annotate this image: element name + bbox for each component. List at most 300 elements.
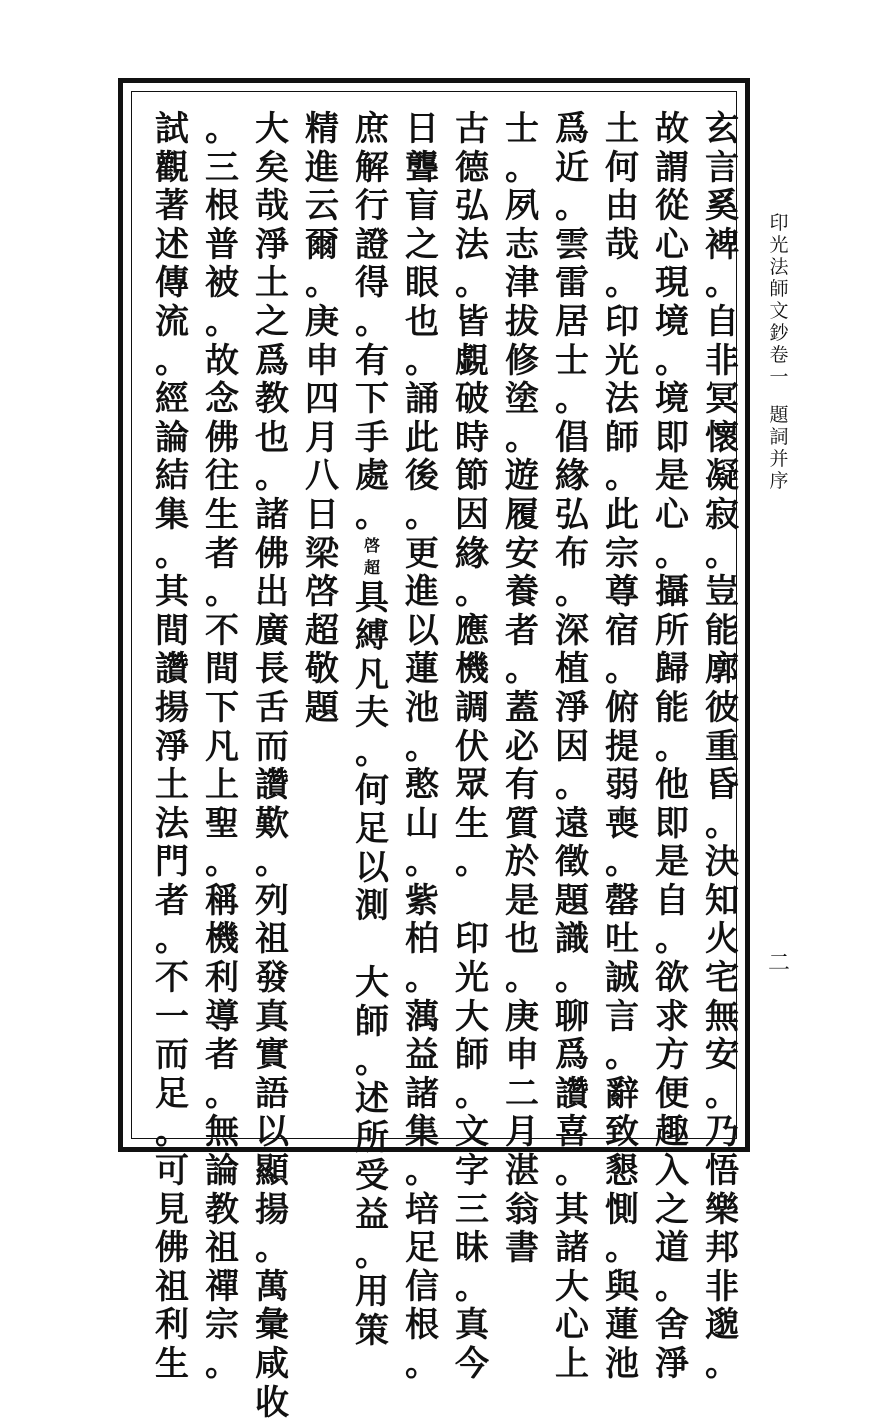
character: 卷 <box>769 344 789 366</box>
character: 以 <box>355 847 389 888</box>
character: 之 <box>405 224 439 265</box>
character: 廣 <box>255 610 289 651</box>
character: 致 <box>605 1112 639 1153</box>
character: 懷 <box>705 417 739 458</box>
character: 辭 <box>605 1073 639 1114</box>
character: 一 <box>155 996 189 1037</box>
character: 因 <box>455 494 489 535</box>
character: 裨 <box>705 224 739 265</box>
character: 無 <box>705 996 739 1037</box>
character: 喪 <box>605 803 639 844</box>
character: 生 <box>155 1344 189 1384</box>
character: 古 <box>455 109 489 149</box>
character: 。 <box>605 263 639 304</box>
character: 光 <box>769 234 789 256</box>
character: 故 <box>655 109 689 149</box>
character: 詞 <box>769 426 789 448</box>
character: 利 <box>155 1305 189 1346</box>
character: 山 <box>405 803 439 844</box>
character: 時 <box>455 417 489 458</box>
character: 申 <box>305 340 339 381</box>
character: 調 <box>455 687 489 728</box>
character: 。 <box>405 958 439 999</box>
text-column <box>700 110 744 1384</box>
character: 機 <box>455 649 489 690</box>
character: 佛 <box>255 533 289 574</box>
character: 淨 <box>555 687 589 728</box>
character: 吐 <box>605 919 639 960</box>
character: 序 <box>769 470 789 492</box>
character: 祖 <box>155 1266 189 1307</box>
character: 。 <box>555 379 589 420</box>
character: 歸 <box>655 649 689 690</box>
character: 必 <box>505 726 539 767</box>
character: 伏 <box>455 726 489 767</box>
text-column <box>500 110 544 1268</box>
character: 今 <box>455 1344 489 1384</box>
character: 弱 <box>605 765 639 806</box>
character: 。 <box>705 1073 739 1114</box>
character: 佛 <box>205 417 239 458</box>
character: 提 <box>605 726 639 767</box>
page-number-text <box>764 952 794 976</box>
character: 。 <box>505 958 539 999</box>
character: 淨 <box>255 224 289 265</box>
character: 池 <box>605 1344 639 1384</box>
character: 緣 <box>455 533 489 574</box>
character: 道 <box>655 1228 689 1269</box>
character: 。 <box>205 842 239 883</box>
character: 土 <box>255 263 289 304</box>
character: 云 <box>305 186 339 227</box>
column-segment <box>350 110 394 535</box>
character: 具 <box>355 577 389 618</box>
character: 讚 <box>155 649 189 690</box>
character: 印 <box>455 919 489 960</box>
character: 萬 <box>255 1266 289 1307</box>
character: 所 <box>655 610 689 651</box>
character: 結 <box>155 456 189 497</box>
character: 蕅 <box>405 996 439 1037</box>
character: 得 <box>355 263 389 304</box>
character: 下 <box>355 379 389 420</box>
character: 真 <box>255 996 289 1037</box>
character: 。 <box>555 572 589 613</box>
character: 傳 <box>155 263 189 304</box>
character: 述 <box>355 1079 389 1120</box>
character: 八 <box>305 456 339 497</box>
character: 敬 <box>305 649 339 690</box>
character: 可 <box>155 1151 189 1192</box>
character: 。 <box>205 1344 239 1384</box>
character: 歎 <box>255 803 289 844</box>
character: 其 <box>555 1189 589 1230</box>
character: 。 <box>205 1073 239 1114</box>
character: 。 <box>605 456 639 497</box>
character: 。 <box>505 649 539 690</box>
character: 紫 <box>405 880 439 921</box>
text-column <box>450 110 494 1384</box>
character: 雲 <box>555 224 589 265</box>
column-segment <box>350 964 394 1350</box>
character: 。 <box>455 1266 489 1307</box>
character: 念 <box>205 379 239 420</box>
character: 出 <box>255 572 289 613</box>
character: 喜 <box>555 1112 589 1153</box>
character: 二 <box>767 951 790 976</box>
character: 手 <box>355 417 389 458</box>
character: 邦 <box>705 1228 739 1269</box>
character: 舍 <box>655 1305 689 1346</box>
page-number <box>764 952 794 976</box>
character: 。 <box>155 533 189 574</box>
character: 修 <box>505 340 539 381</box>
character: 因 <box>555 726 589 767</box>
character: 語 <box>255 1073 289 1114</box>
character: 。 <box>205 572 239 613</box>
character: 觀 <box>155 147 189 188</box>
character: 哉 <box>255 186 289 227</box>
character: 進 <box>405 572 439 613</box>
character: 自 <box>655 880 689 921</box>
character: 識 <box>555 919 589 960</box>
character: 。 <box>705 1344 739 1384</box>
character: 教 <box>255 379 289 420</box>
character: 題 <box>555 880 589 921</box>
character: 破 <box>455 379 489 420</box>
character: 爲 <box>555 1035 589 1076</box>
character: 凡 <box>205 726 239 767</box>
character: 倡 <box>555 417 589 458</box>
column-segment <box>450 110 494 882</box>
character: 也 <box>405 301 439 342</box>
character: 誠 <box>605 958 639 999</box>
character: 信 <box>405 1266 439 1307</box>
character: 述 <box>155 224 189 265</box>
character: 淨 <box>655 1344 689 1384</box>
character: 質 <box>505 803 539 844</box>
character: 士 <box>505 109 539 149</box>
character: 咸 <box>255 1344 289 1384</box>
character: 非 <box>705 340 739 381</box>
character: 能 <box>705 610 739 651</box>
character: 蓮 <box>405 649 439 690</box>
column-segment <box>150 110 194 1384</box>
character: 。 <box>155 919 189 960</box>
character: 法 <box>455 224 489 265</box>
character: 。 <box>655 340 689 381</box>
character: 鈔 <box>769 322 789 344</box>
column-segment <box>350 579 394 926</box>
character: 文 <box>769 300 789 322</box>
column-segment <box>200 110 244 1384</box>
column-segment <box>500 110 544 1268</box>
character: 。 <box>505 147 539 188</box>
character: 發 <box>255 958 289 999</box>
character: 。 <box>655 533 689 574</box>
column-segment <box>250 110 294 1422</box>
text-column <box>350 110 394 1350</box>
character: 。 <box>705 533 739 574</box>
character: 以 <box>255 1112 289 1153</box>
character: 門 <box>155 842 189 883</box>
character: 爲 <box>255 340 289 381</box>
character: 安 <box>705 1035 739 1076</box>
character: 非 <box>705 1266 739 1307</box>
character: 證 <box>355 224 389 265</box>
character: 被 <box>205 263 239 304</box>
character: 處 <box>355 456 389 497</box>
character: 現 <box>655 263 689 304</box>
character: 教 <box>205 1189 239 1230</box>
character: 師 <box>605 417 639 458</box>
character: 何 <box>605 147 639 188</box>
character: 玄 <box>705 109 739 149</box>
character: 布 <box>555 533 589 574</box>
character: 徵 <box>555 842 589 883</box>
character: 重 <box>705 726 739 767</box>
character: 大 <box>255 109 289 149</box>
character: 諸 <box>405 1073 439 1114</box>
character: 懇 <box>605 1151 639 1192</box>
character: 。 <box>705 263 739 304</box>
character: 精 <box>305 109 339 149</box>
character: 光 <box>605 340 639 381</box>
character: 上 <box>555 1344 589 1384</box>
character: 之 <box>255 301 289 342</box>
character: 行 <box>355 186 389 227</box>
character: 禪 <box>205 1266 239 1307</box>
character: 申 <box>505 1035 539 1076</box>
character: 讚 <box>255 765 289 806</box>
character: 。 <box>155 1112 189 1153</box>
character: 而 <box>155 1035 189 1076</box>
character: 培 <box>405 1189 439 1230</box>
character: 。 <box>405 726 439 767</box>
character: 題 <box>769 404 789 426</box>
character: 弘 <box>555 494 589 535</box>
character: 近 <box>555 147 589 188</box>
character: 津 <box>505 263 539 304</box>
character: 進 <box>305 147 339 188</box>
text-column <box>400 110 444 1384</box>
author-name-small <box>350 535 394 579</box>
character: 德 <box>455 147 489 188</box>
character: 。 <box>555 765 589 806</box>
character: 也 <box>255 417 289 458</box>
character: 哉 <box>605 224 639 265</box>
character: 攝 <box>655 572 689 613</box>
character: 淨 <box>155 726 189 767</box>
character: 凝 <box>705 456 739 497</box>
character: 。 <box>355 1233 389 1274</box>
character: 凡 <box>355 654 389 695</box>
character: 。 <box>555 958 589 999</box>
character: 冥 <box>705 379 739 420</box>
character: 謂 <box>655 147 689 188</box>
character: 。 <box>155 340 189 381</box>
character <box>450 882 494 921</box>
character: 宗 <box>205 1305 239 1346</box>
character: 弘 <box>455 186 489 227</box>
character: 蓮 <box>605 1305 639 1346</box>
character <box>350 926 394 965</box>
character: 導 <box>205 996 239 1037</box>
character: 決 <box>705 842 739 883</box>
character: 法 <box>155 803 189 844</box>
character: 昧 <box>455 1228 489 1269</box>
character: 流 <box>155 301 189 342</box>
character: 植 <box>555 649 589 690</box>
character: 。 <box>405 1344 439 1384</box>
character: 往 <box>205 456 239 497</box>
character: 生 <box>455 803 489 844</box>
character: 以 <box>405 610 439 651</box>
character: 一 <box>769 366 789 388</box>
character: 夙 <box>505 186 539 227</box>
character: 揚 <box>155 687 189 728</box>
character: 庚 <box>305 301 339 342</box>
character: 。 <box>605 1228 639 1269</box>
character: 火 <box>705 919 739 960</box>
character: 。 <box>455 263 489 304</box>
character: 。 <box>455 842 489 883</box>
character: 眼 <box>405 263 439 304</box>
character: 見 <box>155 1189 189 1230</box>
character: 。 <box>655 1266 689 1307</box>
text-column <box>150 110 194 1384</box>
character: 。 <box>205 109 239 149</box>
character: 。 <box>555 1151 589 1192</box>
character: 足 <box>405 1228 439 1269</box>
character: 益 <box>405 1035 439 1076</box>
character: 入 <box>655 1151 689 1192</box>
character: 。 <box>505 417 539 458</box>
character: 與 <box>605 1266 639 1307</box>
character: 其 <box>155 572 189 613</box>
character: 境 <box>655 379 689 420</box>
character: 拔 <box>505 301 539 342</box>
character: 。 <box>405 1151 439 1192</box>
character: 宅 <box>705 958 739 999</box>
character: 試 <box>155 109 189 149</box>
character: 即 <box>655 803 689 844</box>
character: 縛 <box>355 616 389 657</box>
character: 印 <box>605 301 639 342</box>
character: 著 <box>155 186 189 227</box>
character: 惻 <box>605 1189 639 1230</box>
character: 悟 <box>705 1151 739 1192</box>
character: 字 <box>455 1151 489 1192</box>
character: 志 <box>505 224 539 265</box>
character: 昏 <box>705 765 739 806</box>
character: 諸 <box>555 1228 589 1269</box>
character: 而 <box>255 726 289 767</box>
character: 皆 <box>455 301 489 342</box>
character: 尊 <box>605 572 639 613</box>
character: 也 <box>505 919 539 960</box>
character: 祖 <box>255 919 289 960</box>
character: 。 <box>605 649 639 690</box>
character: 。 <box>255 456 289 497</box>
character: 眾 <box>455 765 489 806</box>
character: 日 <box>305 494 339 535</box>
character: 樂 <box>705 1189 739 1230</box>
character: 普 <box>205 224 239 265</box>
character: 彼 <box>705 687 739 728</box>
character: 豈 <box>705 572 739 613</box>
section-title <box>764 404 794 492</box>
character: 深 <box>555 610 589 651</box>
character: 諸 <box>255 494 289 535</box>
character: 大 <box>555 1266 589 1307</box>
character: 更 <box>405 533 439 574</box>
character: 測 <box>355 886 389 927</box>
character: 論 <box>155 417 189 458</box>
character: 。 <box>655 919 689 960</box>
character: 并 <box>769 448 789 470</box>
character: 師 <box>455 1035 489 1076</box>
character: 啓 <box>363 535 380 555</box>
character: 不 <box>205 610 239 651</box>
character: 俯 <box>605 687 639 728</box>
column-segment <box>650 110 694 1384</box>
character: 。 <box>355 1040 389 1081</box>
character: 生 <box>205 494 239 535</box>
character: 從 <box>655 186 689 227</box>
character: 土 <box>605 109 639 149</box>
character: 真 <box>455 1305 489 1346</box>
character: 策 <box>355 1310 389 1351</box>
character: 下 <box>205 687 239 728</box>
text-column <box>250 110 294 1422</box>
character: 。 <box>355 301 389 342</box>
text-column <box>650 110 694 1384</box>
character: 四 <box>305 379 339 420</box>
character: 文 <box>455 1112 489 1153</box>
character: 用 <box>355 1272 389 1313</box>
column-segment <box>450 920 494 1383</box>
character: 此 <box>405 417 439 458</box>
character: 心 <box>555 1305 589 1346</box>
character: 。 <box>405 494 439 535</box>
character: 自 <box>705 301 739 342</box>
character: 光 <box>455 958 489 999</box>
character: 後 <box>405 456 439 497</box>
character: 履 <box>505 494 539 535</box>
character: 土 <box>155 765 189 806</box>
text-column <box>550 110 594 1384</box>
character: 列 <box>255 880 289 921</box>
character: 誦 <box>405 379 439 420</box>
character: 。 <box>405 340 439 381</box>
character: 境 <box>655 301 689 342</box>
character: 聾 <box>405 147 439 188</box>
character: 庚 <box>505 996 539 1037</box>
character: 緣 <box>555 456 589 497</box>
column-segment <box>300 110 344 728</box>
character: 有 <box>355 340 389 381</box>
text-column <box>600 110 644 1384</box>
character: 。 <box>255 1228 289 1269</box>
character: 廓 <box>705 649 739 690</box>
character: 三 <box>455 1189 489 1230</box>
character: 湛 <box>505 1151 539 1192</box>
character: 長 <box>255 649 289 690</box>
character: 者 <box>505 610 539 651</box>
column-segment <box>400 110 444 1384</box>
column-segment <box>700 110 744 1384</box>
